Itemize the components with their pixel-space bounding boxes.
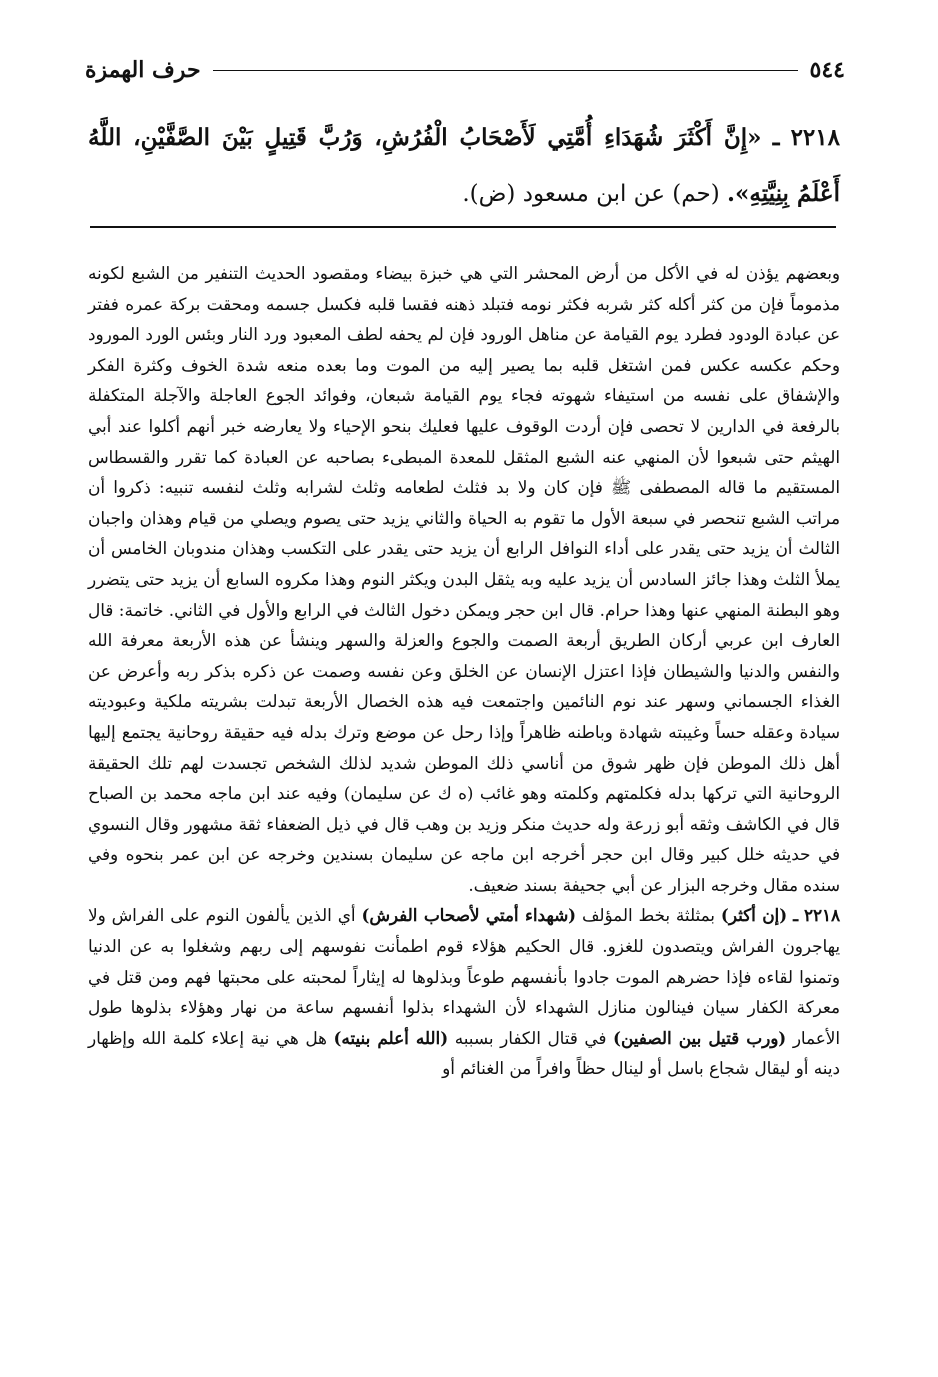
quote-shuhada: (شهداء أمتي لأصحاب الفرش) [361,905,577,926]
commentary [88,258,840,1084]
header-rule [213,70,798,71]
explanation-part-1: أي الذين يألفون النوم على الفراش ولا يهاجرون الفراش ويتصدون للغزو. قال الحكيم هؤلاء قوم اطمأنت نفوسهم إلى ربهم وشغلوا به عن الدنيا وتمنوا لقاءه فإذا حضرهم الموت جادوا بأنفسهم طوعاً وبذلوها له إيثاراً لمحبته على محبتها فهم ومن قتل في معركة الكفار سيان فينالون منازل الشهداء لأن الشهداء بذلوا أنفسهم ساعة من نهار وهؤلاء بذلوها طول الأعمار [88,905,840,1048]
entry-dash: ـ [793,905,799,926]
quote-allahu-alam: (الله أعلم بنيته) [333,1027,449,1048]
entry-number: ٢٢١٨ [803,905,840,926]
commentary-paragraph-entry [88,900,840,1084]
note-muthallatha: بمثلثة بخط المؤلف [576,905,721,926]
quote-in-akthar: (إن أكثر) [720,905,788,926]
quote-rubba-qatil: (ورب قتيل بين الصفين) [613,1027,787,1048]
hadith-text [88,110,840,222]
hadith-source: (حم) عن ابن مسعود (ض). [462,181,720,207]
page-header [85,50,845,90]
explanation-part-2: في قتال الكفار بسببه [448,1027,614,1048]
hadith-number: ٢٢١٨ [790,124,840,151]
explanation-part-3: هل هي نية إعلاء كلمة الله وإظهار دينه أو ليقال شجاع باسل أو لينال حظاً وافراً من الغنائم أو [88,1027,840,1079]
chapter-title: حرف الهمزة [85,57,201,83]
hadith-body: «إِنَّ أَكْثَرَ شُهَدَاءِ أُمَّتِي لَأَصْحَابُ الْفُرُشِ، وَرُبَّ قَتِيلٍ بَيْنَ الصَّفَّيْنِ، اللَّهُ أَعْلَمُ بِنِيَّتِهِ». [88,124,840,207]
hadith-dash: ـ [772,124,780,151]
commentary-paragraph-previous: وبعضهم يؤذن له في الأكل من أرض المحشر التي هي خبزة بيضاء ومقصود الحديث التنفير من الشبع لكونه مذموماً فإن من كثر أكله كثر شربه فكثر نومه فتبلد ذهنه فقسا قلبه فكسل جسمه ومحقت بركة عمره ففتر عن عبادة الودود فطرد يوم القيامة عن مناهل الورود فإن لم يحفه لطف المعبود ورد النار وبئس الورد المورود وحكم عكسه عكس فمن اشتغل قلبه بما يصير إليه من الموت وما بعده منعه شدة الخوف وكثرة الفكر والإشفاق على نفسه من استيفاء شهوته فجاء يوم القيامة شبعان، وفوائد الجوع العاجلة والآجلة المتكفلة بالرفعة في الدارين لا تحصى فإن أردت الوقوف عليها فعليك بنحو الإحياء ولا يعارضه خبر أنهم أكلوا عند أبي الهيثم حتى شبعوا لأن المنهي عنه الشبع المثقل للمعدة المبطىء بصاحبه عن العبادة كما تقرر والقسطاس المستقيم ما قاله المصطفى ﷺ فإن كان ولا بد فثلث لطعامه وثلث لشرابه وثلث لنفسه تنبيه: ذكروا أن مراتب الشبع تنحصر في سبعة الأول ما تقوم به الحياة والثاني يزيد حتى يصوم ويصلي من قيام وهذان واجبان الثالث أن يزيد حتى يقدر على أداء النوافل الرابع أن يزيد حتى يقدر على التكسب وهذان مندوبان الخامس أن يملأ الثلث وهذا جائز السادس أن يزيد عليه وبه يثقل البدن ويكثر النوم وهذا مكروه السابع أن يزيد حتى يتضرر وهو البطنة المنهي عنها وهذا حرام. قال ابن حجر ويمكن دخول الثالث في الرابع والأول في الثاني. خاتمة: قال العارف ابن عربي أركان الطريق أربعة الصمت والجوع والعزلة والسهر وينشأ عن هذه الأربعة معرفة الله والنفس والدنيا والشيطان فإذا اعتزل الإنسان عن الخلق وعن نفسه وصمت عن ذكره بذكر ربه وأعرض عن الغذاء الجسماني وسهر عند نوم النائمين واجتمعت فيه هذه الخصال الأربعة تبدلت بشريته ملكية وعبوديته سيادة وعقله حساً وغيبته شهادة وباطنه ظاهراً وإذا رحل عن موضع وترك بدله فيه حقيقة روحانية يجتمع إليها أهل ذلك الموطن فإن ظهر شوق من أناسي ذلك الموطن شديد لذلك الشخص تجسدت لهم تلك الحقيقة الروحانية التي تركها بدله فكلمتهم وكلمته وهو غائب (ه ك عن سليمان) وفيه عند ابن ماجه محمد بن الصباح قال في الكاشف وثقه أبو زرعة وله حديث منكر وزيد بن وهب قال في ذيل الضعفاء ثقة مشهور وقال النسوي في حديثه خلل كبير وقال ابن حجر أخرجه ابن ماجه عن سليمان بسندين وخرجه عن ابن عمر بنحوه وفي سنده مقال وخرجه البزار عن أبي جحيفة بسند ضعيف. [88,263,840,895]
footnote-separator [90,226,836,228]
page-number: ٥٤٤ [809,57,845,83]
